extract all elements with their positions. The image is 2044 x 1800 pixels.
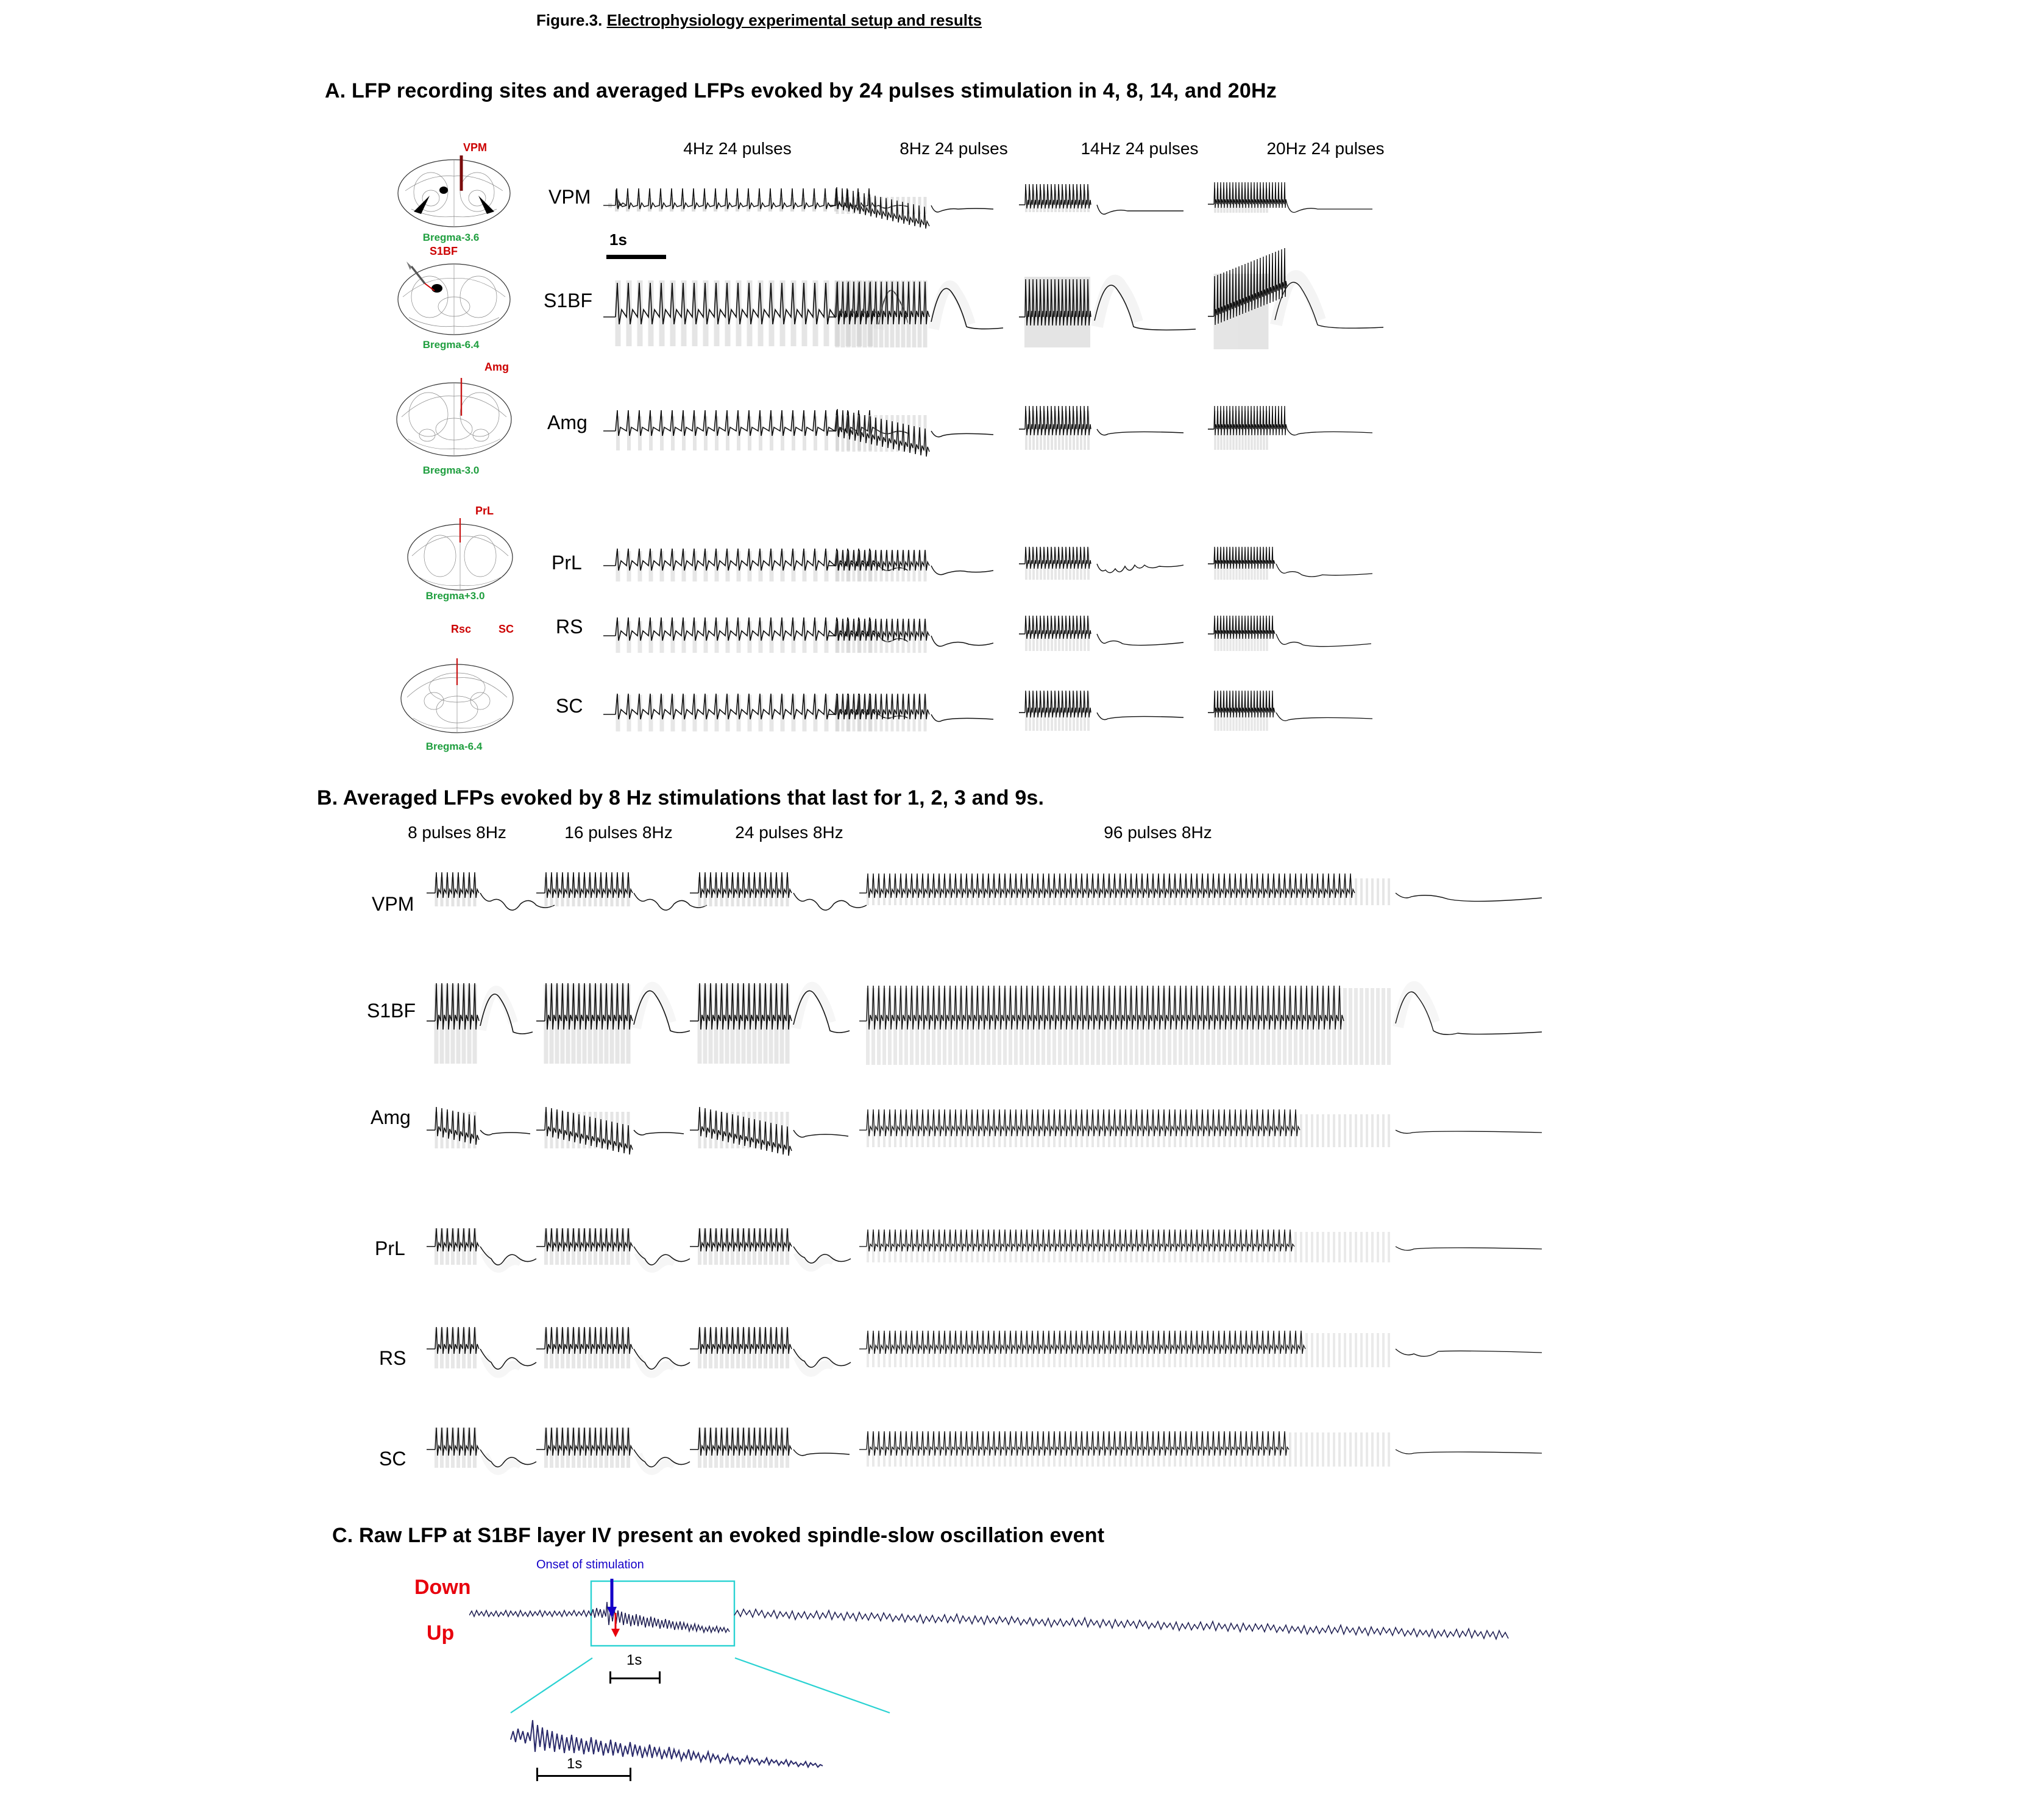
column-header-96pulses: 96 pulses 8Hz — [1104, 823, 1212, 842]
site-label-amg: Amg — [484, 361, 509, 373]
trace-vpm-14hz — [1019, 163, 1183, 233]
scalebar-label-a: 1s — [609, 230, 627, 249]
trace-row-sc-b — [427, 1414, 1542, 1503]
figure-title-text: Electrophysiology experimental setup and results — [606, 11, 982, 29]
trace-rs-14hz — [1019, 597, 1183, 667]
down-state-label: Down — [414, 1576, 471, 1599]
row-label-sc-b: SC — [379, 1448, 406, 1470]
row-label-s1bf-b: S1BF — [367, 1000, 416, 1022]
row-label-prl-a: PrL — [552, 552, 582, 574]
column-header-8hz: 8Hz 24 pulses — [900, 139, 1008, 158]
trace-row-s1bf-b — [427, 954, 1542, 1094]
panel-a-title: A. LFP recording sites and averaged LFPs evoked by 24 pulses stimulation in 4, 8, 14, and 20Hz — [325, 79, 1277, 102]
trace-amg-20hz — [1208, 390, 1372, 466]
trace-prl-20hz — [1208, 527, 1372, 597]
trace-prl-8hz — [829, 530, 993, 597]
trace-s1bf-20hz — [1208, 247, 1385, 366]
trace-row-amg-b — [427, 1091, 1542, 1176]
bregma-label-amg: Bregma-3.0 — [422, 464, 480, 476]
row-label-sc-a: SC — [556, 695, 583, 717]
trace-row-rs-b — [427, 1314, 1542, 1402]
bregma-label-prl: Bregma+3.0 — [425, 590, 485, 602]
onset-of-stimulation-label: Onset of stimulation — [536, 1558, 644, 1571]
atlas-section-sc — [396, 658, 518, 741]
trace-amg-14hz — [1019, 390, 1183, 466]
panel-c-title: C. Raw LFP at S1BF layer IV present an evoked spindle-slow oscillation event — [332, 1524, 1105, 1547]
column-header-24pulses: 24 pulses 8Hz — [735, 823, 843, 842]
trace-sc-14hz — [1019, 674, 1183, 750]
site-label-prl: PrL — [475, 505, 494, 517]
trace-row-prl-b — [427, 1210, 1542, 1295]
row-label-rs-b: RS — [379, 1347, 406, 1369]
row-label-rs-a: RS — [556, 616, 583, 638]
trace-vpm-8hz — [829, 168, 993, 232]
column-header-20hz: 20Hz 24 pulses — [1266, 139, 1385, 158]
trace-s1bf-14hz — [1019, 250, 1196, 366]
row-label-s1bf-a: S1BF — [544, 290, 593, 311]
row-label-prl-b: PrL — [375, 1237, 405, 1259]
site-label-s1bf: S1BF — [430, 245, 458, 257]
site-label-vpm: VPM — [463, 141, 488, 154]
trace-raw-lfp-s1bf — [469, 1573, 1560, 1658]
scalebar-line-c-inset — [536, 1775, 631, 1777]
panel-b-title: B. Averaged LFPs evoked by 8 Hz stimulations that last for 1, 2, 3 and 9s. — [317, 786, 1045, 809]
scalebar-tick-left-c-inset — [536, 1768, 538, 1781]
atlas-section-prl — [402, 518, 518, 597]
scalebar-tick-right-c-inset — [630, 1768, 631, 1781]
trace-prl-14hz — [1019, 527, 1183, 597]
trace-rs-8hz — [829, 600, 993, 667]
row-label-vpm-a: VPM — [548, 186, 591, 208]
column-header-4hz: 4Hz 24 pulses — [683, 139, 792, 158]
scalebar-label-c-inset: 1s — [567, 1756, 583, 1772]
figure-title — [536, 11, 982, 30]
atlas-section-amg — [393, 378, 515, 463]
scalebar-label-c-main: 1s — [626, 1652, 642, 1668]
bregma-label-vpm: Bregma-3.6 — [422, 232, 480, 243]
trace-sc-8hz — [829, 677, 993, 750]
figure-label: Figure.3. — [536, 11, 603, 29]
up-state-label: Up — [427, 1621, 455, 1645]
column-header-16pulses: 16 pulses 8Hz — [564, 823, 673, 842]
bregma-label-sc: Bregma-6.4 — [425, 741, 483, 752]
row-label-amg-b: Amg — [371, 1106, 411, 1128]
trace-amg-8hz — [829, 393, 993, 466]
bregma-label-s1bf: Bregma-6.4 — [422, 339, 480, 350]
trace-rs-20hz — [1208, 597, 1372, 667]
trace-s1bf-8hz — [829, 256, 1006, 366]
row-label-amg-a: Amg — [547, 411, 587, 433]
site-label-rsc: Rsc — [451, 623, 472, 635]
row-label-vpm-b: VPM — [372, 893, 414, 915]
site-label-sc: SC — [499, 623, 514, 635]
trace-inset-spindle — [506, 1701, 896, 1780]
trace-sc-20hz — [1208, 674, 1372, 750]
trace-row-vpm-b — [427, 850, 1542, 936]
atlas-section-s1bf — [393, 259, 515, 341]
atlas-section-vpm — [393, 155, 515, 235]
trace-vpm-20hz — [1208, 162, 1372, 233]
column-header-8pulses: 8 pulses 8Hz — [408, 823, 506, 842]
column-header-14hz: 14Hz 24 pulses — [1081, 139, 1199, 158]
